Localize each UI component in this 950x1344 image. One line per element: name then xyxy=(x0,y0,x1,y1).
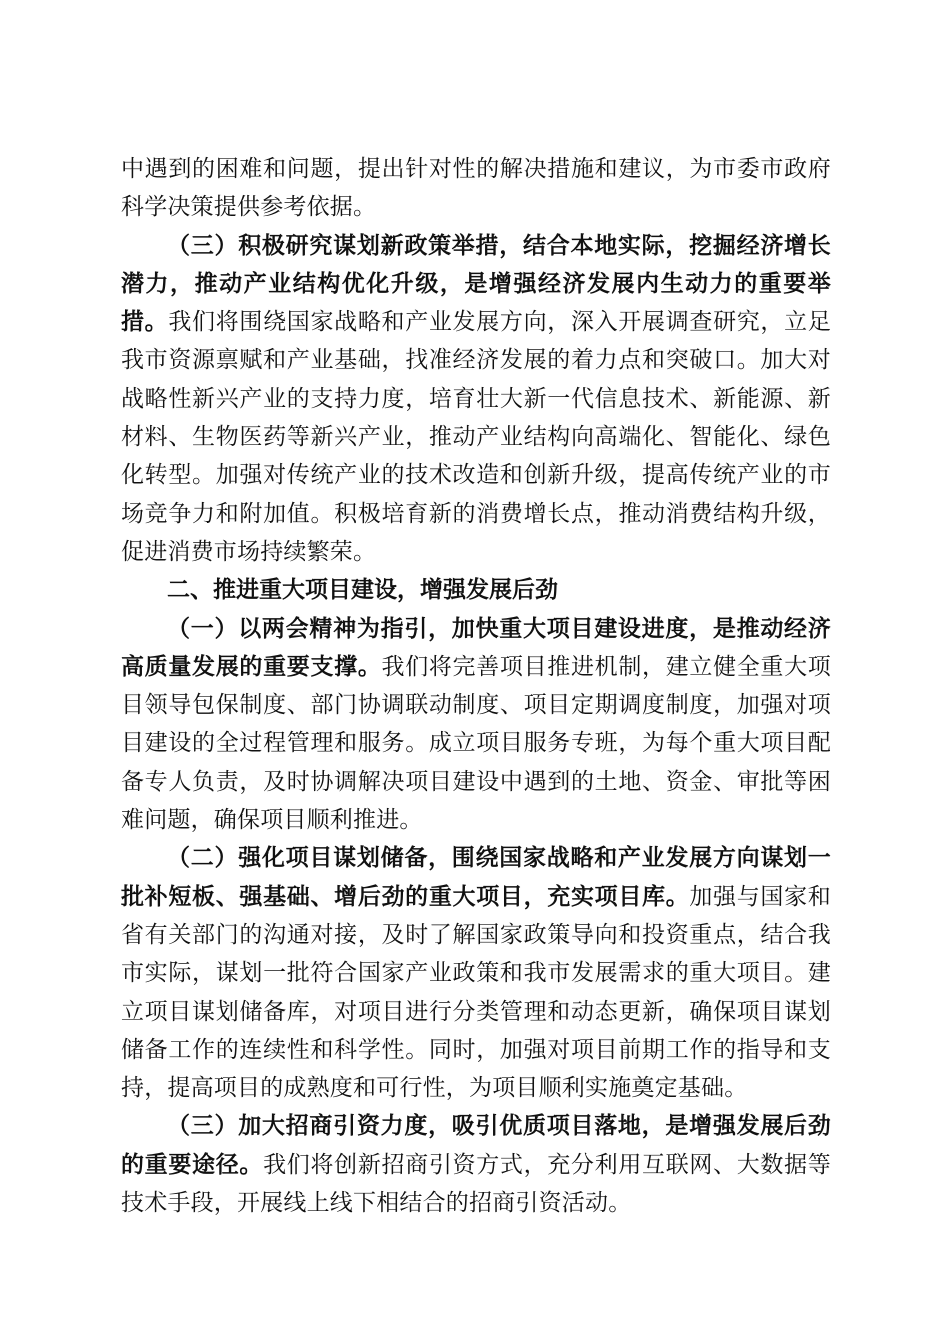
paragraph-lead: （三）加大招商引资力度，吸引优质项目落地，是增强发展后劲的重要途径。 xyxy=(121,1112,831,1178)
section-heading: 二、推进重大项目建设，增强发展后劲 xyxy=(167,577,558,604)
paragraph-policy-measures xyxy=(121,227,831,572)
paragraph-project-reserve xyxy=(121,839,831,1107)
paragraph-text: 我们将完善项目推进机制，建立健全重大项目领导包保制度、部门协调联动制度、项目定期调度制度，加强对项目建设的全过程管理和服务。成立项目服务专班，为每个重大项目配备专人负责，及时协调解决项目建设中遇到的土地、资金、审批等困难问题，确保项目顺利推进。 xyxy=(121,653,831,834)
document-page xyxy=(121,150,831,1222)
paragraph-investment xyxy=(121,1107,831,1222)
paragraph-text: 我们将围绕国家战略和产业发展方向，深入开展调查研究，立足我市资源禀赋和产业基础，找准经济发展的着力点和突破口。加大对战略性新兴产业的支持力度，培育壮大新一代信息技术、新能源、新材料、生物医药等新兴产业，推动产业结构向高端化、智能化、绿色化转型。加强对传统产业的技术改造和创新升级，提高传统产业的市场竞争力和附加值。积极培育新的消费增长点，推动消费结构升级，促进消费市场持续繁荣。 xyxy=(121,309,831,565)
paragraph-continuation xyxy=(121,150,831,227)
paragraph-lead: （三）积极研究谋划新政策举措，结合本地实际，挖掘经济增长潜力，推动产业结构优化升级，是增强经济发展内生动力的重要举措。 xyxy=(121,231,831,336)
paragraph-text: 中遇到的困难和问题，提出针对性的解决措施和建议，为市委市政府科学决策提供参考依据。 xyxy=(121,156,831,221)
paragraph-text: 我们将创新招商引资方式，充分利用互联网、大数据等技术手段，开展线上线下相结合的招商引资活动。 xyxy=(121,1151,831,1217)
paragraph-lead: （二）强化项目谋划储备，围绕国家战略和产业发展方向谋划一批补短板、强基础、增后劲的重大项目，充实项目库。 xyxy=(121,844,831,910)
paragraph-project-progress xyxy=(121,610,831,840)
paragraph-lead: （一）以两会精神为指引，加快重大项目建设进度，是推动经济高质量发展的重要支撑。 xyxy=(121,614,831,680)
paragraph-text: 加强与国家和省有关部门的沟通对接，及时了解国家政策导向和投资重点，结合我市实际，谋划一批符合国家产业政策和我市发展需求的重大项目。建立项目谋划储备库，对项目进行分类管理和动态更新，确保项目谋划储备工作的连续性和科学性。同时，加强对项目前期工作的指导和支持，提高项目的成熟度和可行性，为项目顺利实施奠定基础。 xyxy=(121,883,831,1102)
